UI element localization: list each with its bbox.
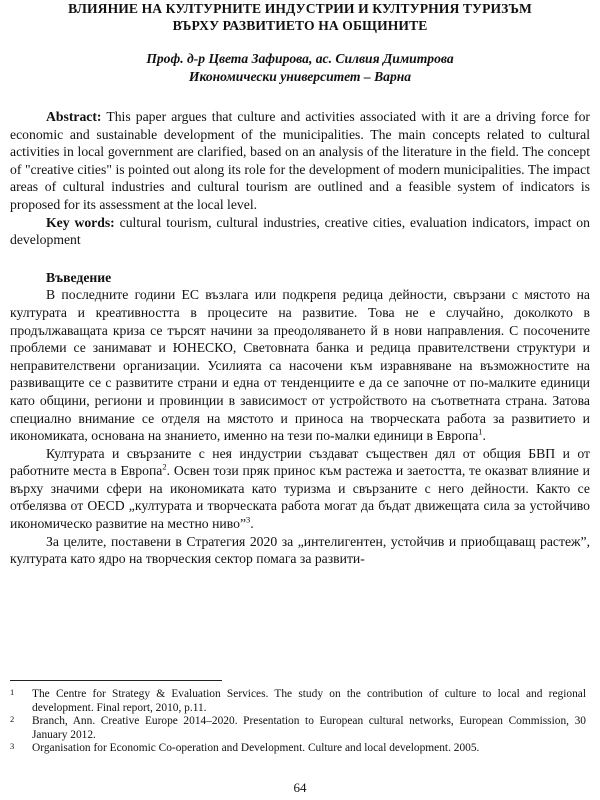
abstract-text: This paper argues that culture and activities associated with it are a driving force for economic and sustainable development of the municipalities. The main concepts related to cultural activities in local government are clarified, based on an analysis of the literature in the field. The concept of "creative cities" is pointed out along its role for the development of modern municipalities. The impact areas of cultural industries and cultural tourism are outlined and a feasible system of indicators is proposed for its assessment at the local level. [10,109,590,212]
intro-paragraph-1-end: . [482,428,486,444]
section-heading: Въведение [46,269,112,285]
footnote-ref-2[interactable]: 2 [162,461,167,472]
paper-title-line-1: ВЛИЯНИЕ НА КУЛТУРНИТЕ ИНДУСТРИИ И КУЛТУРНИЯ ТУРИЗЪМ [68,1,532,16]
footnote-text: The Centre for Strategy & Evaluation Services. The study on the contribution of culture to local and regional development. Final report, 2010, p.11. [32,688,586,714]
footnote-number: 1 [10,687,15,697]
abstract-label: Abstract: [46,109,102,124]
footnote-text: Organisation for Economic Co-operation and Development. Culture and local development. 2005. [32,742,480,755]
paper-title [10,0,590,34]
keywords-text: cultural tourism, cultural industries, creative cities, evaluation indicators, impact on development [10,214,590,248]
intro-paragraph-1-text: В последните години ЕС възлага или подкрепя редица дейности, свързани с мястото на културата и креативността в процесите на развитие. Това не е случайно, доколкото в продължаващата криза се търсят начини за преодоляването й в нови направления. С посочените проблеми се занимават и ЮНЕСКО, Световната банка и редица правителствени структури и неправителствени организации. Усилията са насочени към изравняване на възможностите на развиващите се с развитите страни и една от тенденциите е да се започне от по-малките единици като общини, региони и провинции в зависимост от устройството на съответната страна. Затова специално внимание се отделя на мястото и приноса на творческата работа за развитието и икономиката, основана на знанието, именно на тези по-малки единици в Европа [10,287,590,444]
author-block [10,50,590,86]
abstract [10,108,590,214]
intro-paragraph-3-text: За целите, поставени в Стратегия 2020 за „интелигентен, устойчив и приобщаващ растеж”, културата като ядро на творческия сектор помага за развити- [10,533,590,567]
author-names: Проф. д-р Цвета Зафирова, ас. Силвия Димитрова [146,51,454,66]
footnotes [10,688,586,756]
intro-paragraph-3 [10,533,590,568]
keywords [10,214,590,249]
intro-paragraph-2-end: . [250,516,254,532]
footnote-divider [10,680,222,681]
footnote-ref-3[interactable]: 3 [246,514,251,525]
footnote-number: 3 [10,741,15,752]
footnote-ref-1[interactable]: 1 [478,426,483,437]
page-number: 64 [293,780,307,795]
footnote-number: 2 [10,714,15,725]
intro-paragraph-1 [10,286,590,444]
author-affiliation: Икономически университет – Варна [188,69,412,84]
intro-paragraph-2-text-b: . Освен този пряк принос към растежа и заетостта, те оказват влияние и върху значими сфери на икономиката като туризма и свързаните с него дейности. Както се отбелязва от OECD „културата и творческата работа могат да бъдат движещата сила за устойчиво икономическо развитие на местно ниво” [10,463,590,532]
footnote-1 [10,688,586,715]
intro-paragraph-2 [10,445,590,533]
paper-title-line-2: ВЪРХУ РАЗВИТИЕТО НА ОБЩИНИТЕ [172,18,428,33]
footnote-3 [10,742,586,756]
footnote-text: Branch, Ann. Creative Europe 2014–2020. Presentation to European cultural networks, European Commission, 30 January 2012. [32,715,586,741]
keywords-label: Key words: [46,214,115,230]
footnote-2 [10,715,586,742]
intro-paragraph-2-text-a: Културата и свързаните с нея индустрии създават съществен дял от общия БВП и от работните места в Европа [10,445,590,479]
